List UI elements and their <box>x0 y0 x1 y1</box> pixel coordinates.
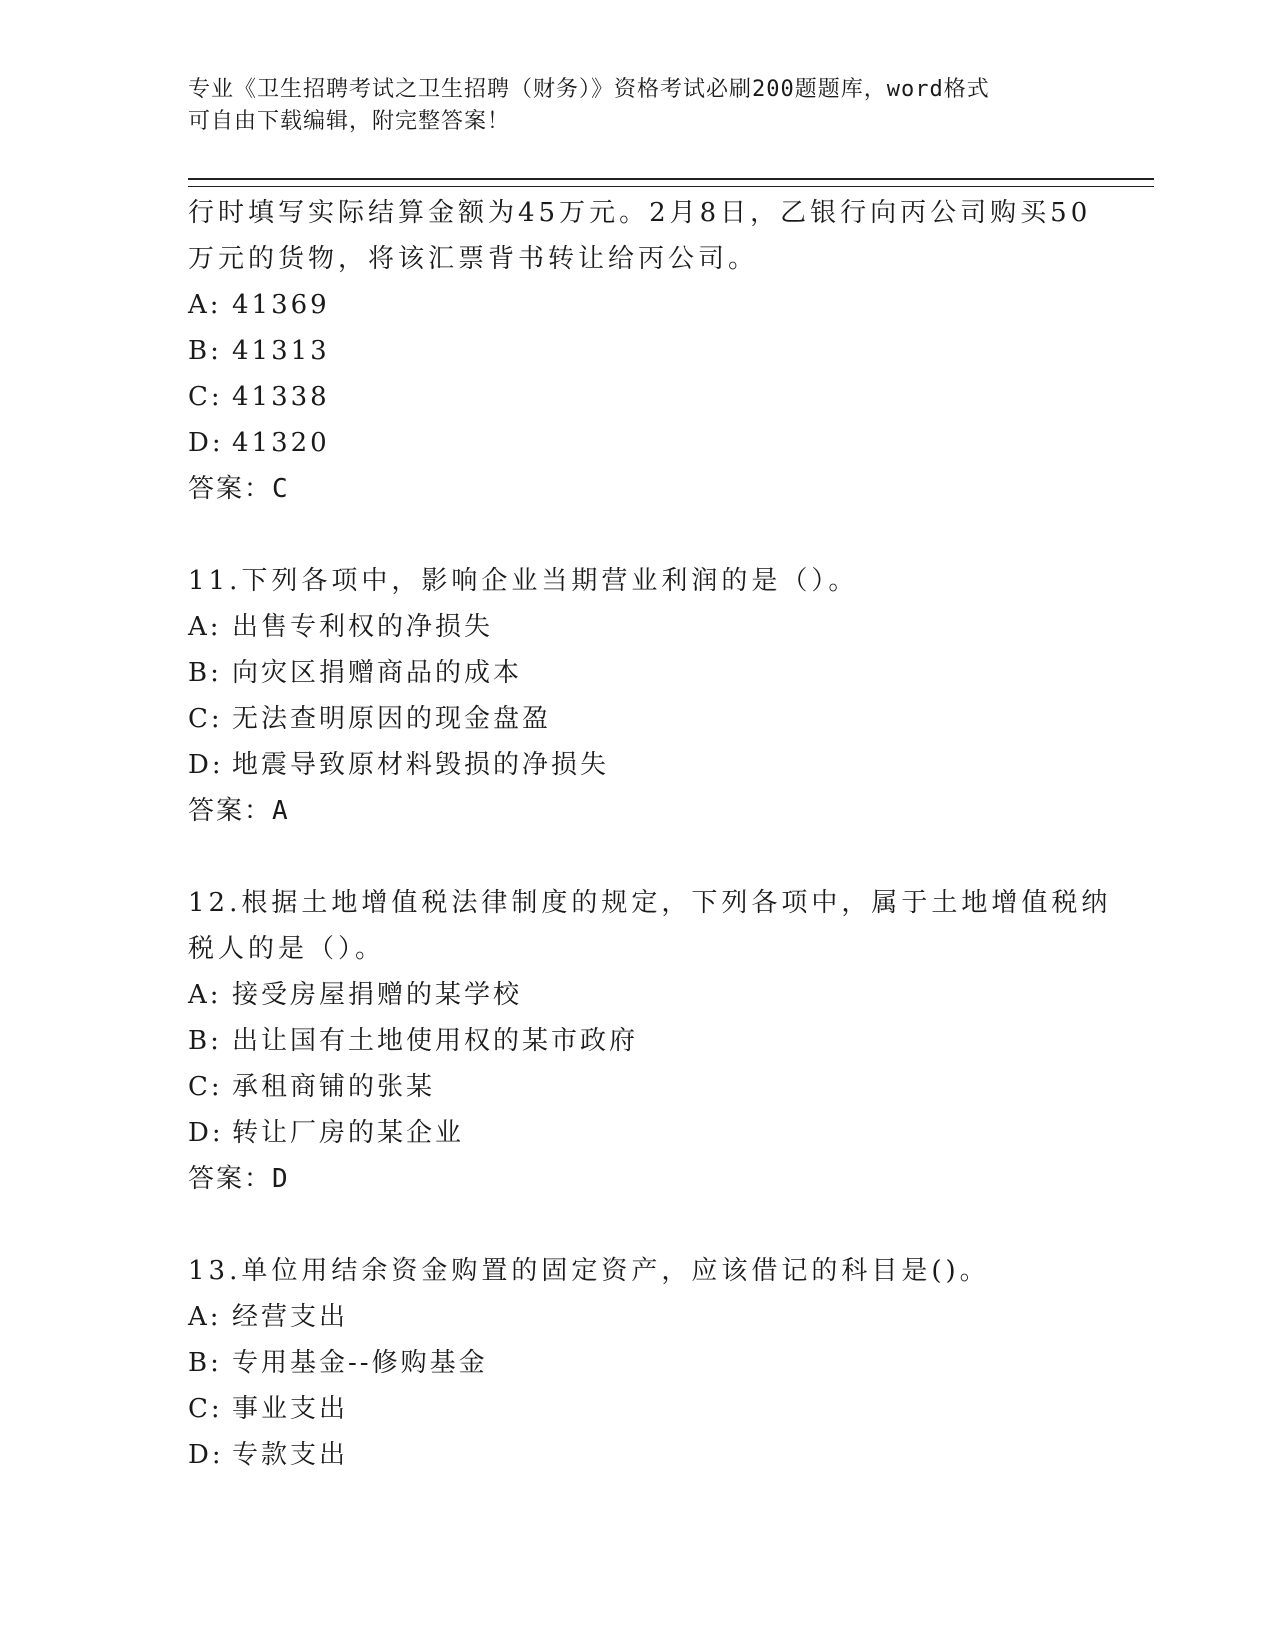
option-b <box>188 650 1088 696</box>
question-text-line: 12.根据土地增值税法律制度的规定，下列各项中，属于土地增值税纳 <box>188 888 1112 918</box>
option-text: 出售专利权的净损失 <box>232 612 494 642</box>
question-text-line: 行时填写实际结算金额为45万元。2月8日，乙银行向丙公司购买50 <box>188 198 1092 228</box>
option-key: D: <box>188 750 224 780</box>
question-block <box>188 558 1088 834</box>
option-text: 承租商铺的张某 <box>232 1072 436 1102</box>
option-key: B: <box>188 1026 222 1056</box>
option-a <box>188 604 1088 650</box>
option-key: B: <box>188 1348 222 1378</box>
question-text-line: 13.单位用结余资金购置的固定资产，应该借记的科目是()。 <box>188 1256 990 1286</box>
option-text: 无法查明原因的现金盘盈 <box>232 704 552 734</box>
option-key: A: <box>188 980 222 1010</box>
option-text: 41320 <box>232 428 330 458</box>
question-list <box>188 190 1112 1478</box>
option-c <box>188 696 1088 742</box>
question-block <box>188 190 1092 512</box>
option-a <box>188 1294 1088 1340</box>
option-text: 接受房屋捐赠的某学校 <box>232 980 523 1010</box>
spacer <box>188 1202 1088 1248</box>
option-text: 经营支出 <box>232 1302 349 1332</box>
option-text: 事业支出 <box>232 1394 349 1424</box>
option-text: 专用基金--修购基金 <box>232 1348 488 1378</box>
option-b <box>188 1340 1088 1386</box>
option-key: A: <box>188 1302 222 1332</box>
spacer <box>188 512 1088 558</box>
header-title-line-2: 可自由下载编辑，附完整答案！ <box>188 109 511 134</box>
question-block <box>188 1248 1088 1478</box>
option-text: 出让国有土地使用权的某市政府 <box>232 1026 639 1056</box>
answer-line: 答案：A <box>188 796 290 826</box>
answer-line: 答案：D <box>188 1164 290 1194</box>
option-text: 41369 <box>232 290 330 320</box>
option-key: D: <box>188 428 224 458</box>
option-b <box>188 328 1088 374</box>
option-key: C: <box>188 1072 223 1102</box>
option-key: A: <box>188 290 222 320</box>
option-key: C: <box>188 1394 223 1424</box>
option-key: A: <box>188 612 222 642</box>
question-text-line: 税人的是（）。 <box>188 934 386 964</box>
option-text: 专款支出 <box>232 1440 349 1470</box>
header-divider <box>188 178 1154 187</box>
option-key: D: <box>188 1440 224 1470</box>
option-text: 地震导致原材料毁损的净损失 <box>232 750 610 780</box>
option-text: 41338 <box>232 382 330 412</box>
header-title-line-1: 专业《卫生招聘考试之卫生招聘（财务）》资格考试必刷200题题库，word格式 <box>188 77 990 102</box>
option-b <box>188 1018 1088 1064</box>
question-text-line: 万元的货物，将该汇票背书转让给丙公司。 <box>188 244 759 274</box>
option-a <box>188 972 1088 1018</box>
option-c <box>188 1064 1088 1110</box>
option-key: C: <box>188 704 223 734</box>
option-d <box>188 742 1088 788</box>
option-key: C: <box>188 382 223 412</box>
option-d <box>188 420 1088 466</box>
option-text: 向灾区捐赠商品的成本 <box>232 658 523 688</box>
page-header <box>188 74 1088 138</box>
question-block <box>188 880 1112 1202</box>
option-text: 转让厂房的某企业 <box>232 1118 465 1148</box>
option-c <box>188 374 1088 420</box>
option-key: B: <box>188 658 222 688</box>
option-a <box>188 282 1088 328</box>
option-key: B: <box>188 336 222 366</box>
option-text: 41313 <box>232 336 330 366</box>
question-text-line: 11.下列各项中，影响企业当期营业利润的是（）。 <box>188 566 859 596</box>
option-d <box>188 1432 1088 1478</box>
spacer <box>188 834 1088 880</box>
option-c <box>188 1386 1088 1432</box>
answer-line: 答案：C <box>188 474 290 504</box>
option-d <box>188 1110 1088 1156</box>
option-key: D: <box>188 1118 224 1148</box>
